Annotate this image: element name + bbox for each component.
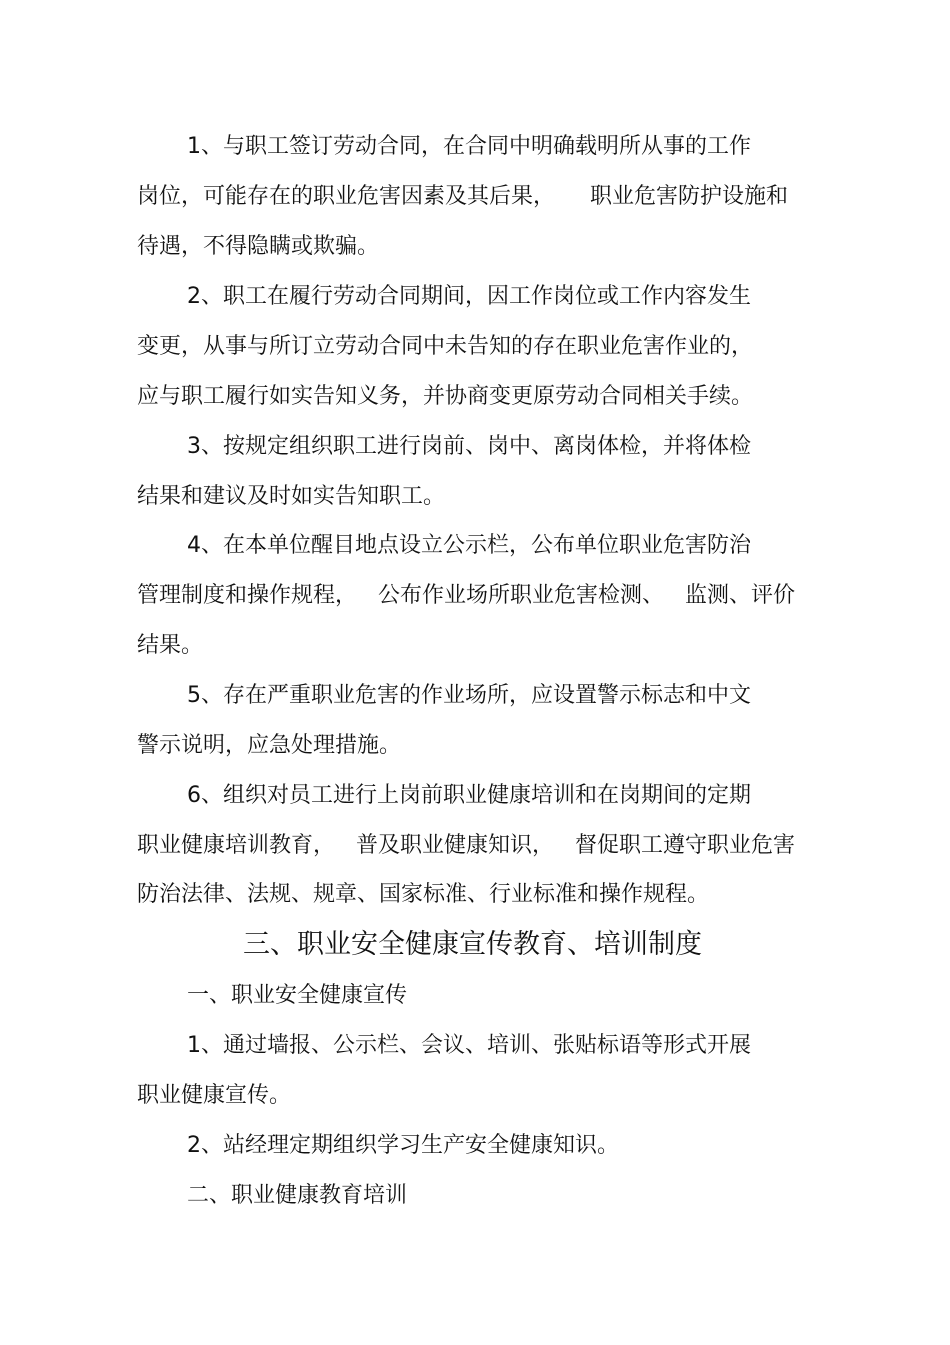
text-line-4: 2、职工在履行劳动合同期间，因工作岗位或工作内容发生 <box>187 284 751 309</box>
text-line-7: 3、按规定组织职工进行岗前、岗中、离岗体检，并将体检 <box>187 434 751 459</box>
text-line-15: 职业健康培训教育， 普及职业健康知识， 督促职工遵守职业危害 <box>137 833 795 858</box>
text-line-14: 6、组织对员工进行上岗前职业健康培训和在岗期间的定期 <box>187 783 751 808</box>
text-line-13: 警示说明，应急处理措施。 <box>137 733 402 758</box>
text-line-2: 岗位，可能存在的职业危害因素及其后果， 职业危害防护设施和 <box>137 184 788 209</box>
section-heading: 三、职业安全健康宣传教育、培训制度 <box>243 929 702 960</box>
text-line-21: 2、站经理定期组织学习生产安全健康知识。 <box>187 1133 619 1158</box>
subsection-heading-2: 二、职业健康教育培训 <box>187 1183 408 1208</box>
text-line-6: 应与职工履行如实告知义务，并协商变更原劳动合同相关手续。 <box>137 384 754 409</box>
text-line-16: 防治法律、法规、规章、国家标准、行业标准和操作规程。 <box>137 882 710 907</box>
text-line-20: 职业健康宣传。 <box>137 1083 292 1108</box>
text-line-12: 5、存在严重职业危害的作业场所，应设置警示标志和中文 <box>187 683 751 708</box>
text-line-8: 结果和建议及时如实告知职工。 <box>137 484 446 509</box>
text-line-9: 4、在本单位醒目地点设立公示栏，公布单位职业危害防治 <box>187 533 751 558</box>
text-line-5: 变更，从事与所订立劳动合同中未告知的存在职业危害作业的， <box>137 334 754 359</box>
text-line-11: 结果。 <box>137 633 204 658</box>
text-line-3: 待遇，不得隐瞒或欺骗。 <box>137 234 380 259</box>
subsection-heading-1: 一、职业安全健康宣传 <box>187 983 408 1008</box>
text-line-19: 1、通过墙报、公示栏、会议、培训、张贴标语等形式开展 <box>187 1033 751 1058</box>
text-line-1: 1、与职工签订劳动合同，在合同中明确载明所从事的工作 <box>187 134 751 159</box>
text-line-10: 管理制度和操作规程， 公布作业场所职业危害检测、 监测、评价 <box>137 583 795 608</box>
